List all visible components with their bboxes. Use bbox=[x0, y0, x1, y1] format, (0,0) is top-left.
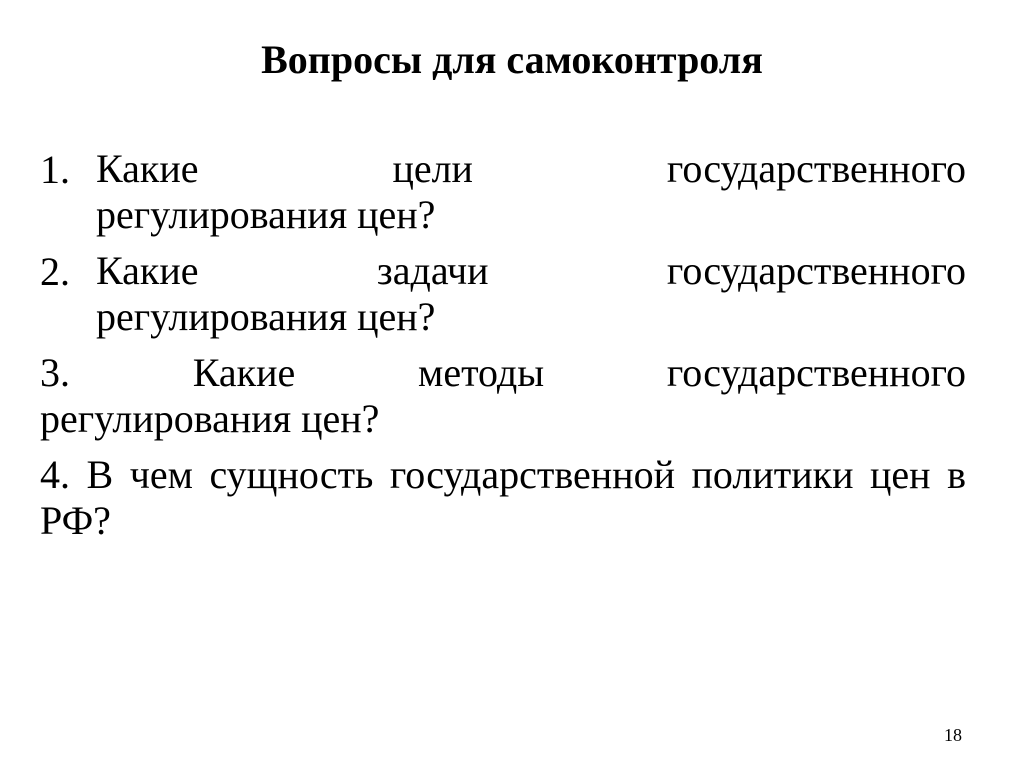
question-text: 4. В чем сущность государственной политики цен в РФ? bbox=[40, 452, 966, 543]
question-number: 2. bbox=[40, 249, 70, 294]
question-word: государственного bbox=[666, 350, 966, 395]
question-word: государственного bbox=[666, 248, 966, 293]
question-word: Какие bbox=[96, 248, 199, 293]
slide-title: Вопросы для самоконтроля bbox=[261, 37, 763, 82]
question-line: регулирования цен? bbox=[40, 396, 380, 441]
question-item-1 bbox=[40, 146, 966, 238]
question-line: регулирования цен? bbox=[96, 294, 436, 339]
question-line bbox=[40, 350, 966, 396]
question-line bbox=[96, 146, 966, 192]
page-number: 18 bbox=[944, 725, 962, 745]
question-number: 1. bbox=[40, 147, 70, 192]
question-line: регулирования цен? bbox=[96, 192, 436, 237]
question-word: методы bbox=[418, 350, 545, 395]
question-word: Какие bbox=[192, 350, 296, 395]
question-list bbox=[40, 146, 966, 554]
question-item-3 bbox=[40, 350, 966, 442]
question-word: Какие bbox=[96, 146, 199, 191]
question-number: 3. bbox=[40, 350, 70, 395]
question-word: цели bbox=[392, 146, 473, 191]
question-word: государственного bbox=[666, 146, 966, 191]
question-item-4 bbox=[40, 452, 966, 544]
question-line bbox=[96, 248, 966, 294]
question-item-2 bbox=[40, 248, 966, 340]
question-word: задачи bbox=[376, 248, 489, 293]
